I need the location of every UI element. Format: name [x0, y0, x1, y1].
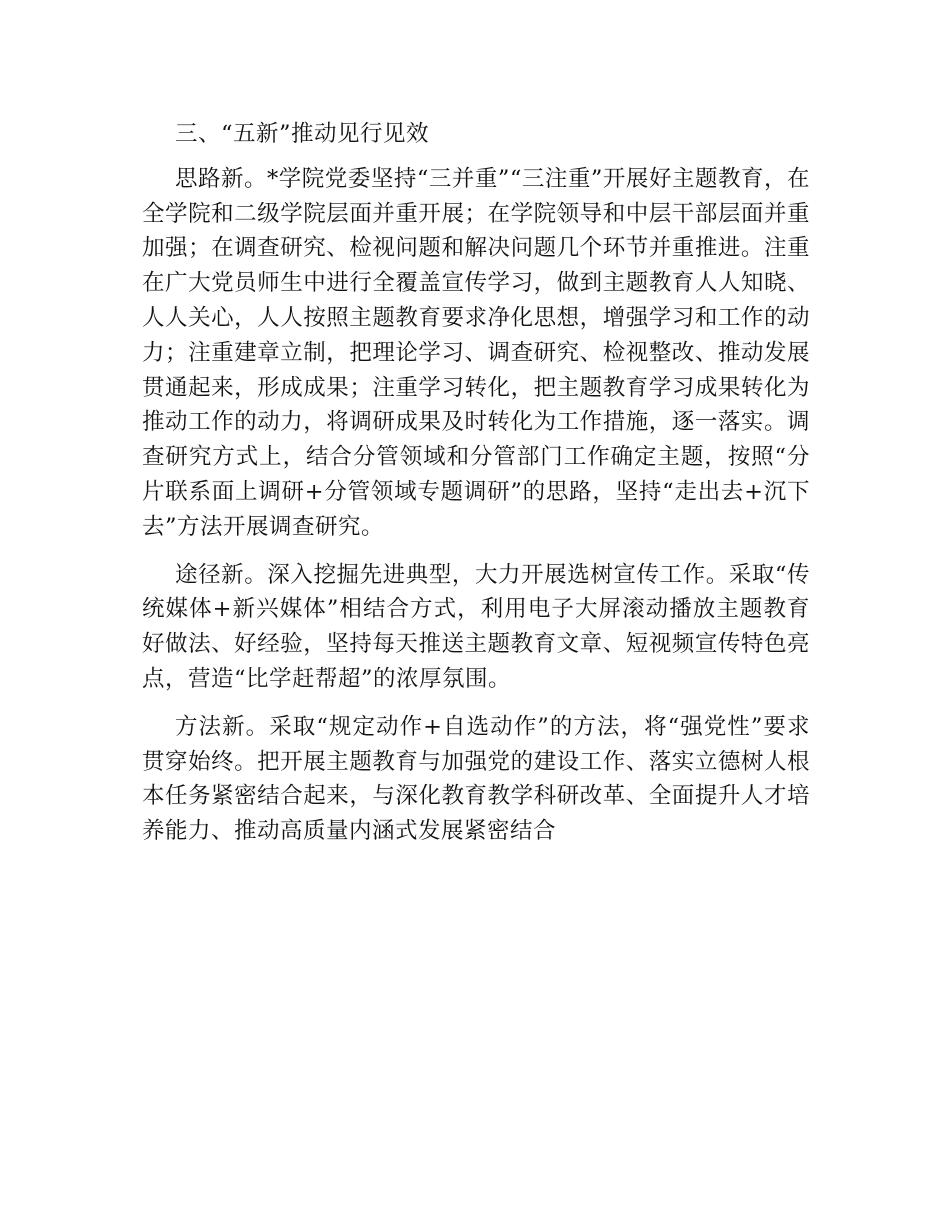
section-heading: 三、“五新”推动见行见效 — [175, 121, 430, 147]
paragraph-thinking: 思路新。*学院党委坚持“三并重”“三注重”开展好主题教育，在全学院和二级学院层面并重开展；在学院领导和中层干部层面并重加强；在调查研究、检视问题和解决问题几个环节并重推进。注重在广大党员师生中进行全覆盖宣传学习，做到主题教育人人知晓、人人关心，人人按照主题教育要求净化思想，增强学习和工作的动力；注重建章立制，把理论学习、调查研究、检视整改、推动发展贯通起来，形成成果；注重学习转化，把主题教育学习成果转化为推动工作的动力，将调研成果及时转化为工作措施，逐一落实。调查研究方式上，结合分管领域和分管部门工作确定主题，按照“分片联系面上调研+分管领域专题调研”的思路，坚持“走出去+沉下去”方法开展调查研究。 — [142, 165, 810, 540]
paragraph-approach: 途径新。深入挖掘先进典型，大力开展选树宣传工作。采取“传统媒体+新兴媒体”相结合方式，利用电子大屏滚动播放主题教育好做法、好经验，坚持每天推送主题教育文章、短视频宣传特色亮点，营造“比学赶帮超”的浓厚氛围。 — [142, 561, 810, 692]
document-body — [142, 117, 810, 849]
paragraph-method: 方法新。采取“规定动作+自选动作”的方法，将“强党性”要求贯穿始终。把开展主题教育与加强党的建设工作、落实立德树人根本任务紧密结合起来，与深化教育教学科研改革、全面提升人才培养能力、推动高质量内涵式发展紧密结合 — [142, 713, 810, 845]
